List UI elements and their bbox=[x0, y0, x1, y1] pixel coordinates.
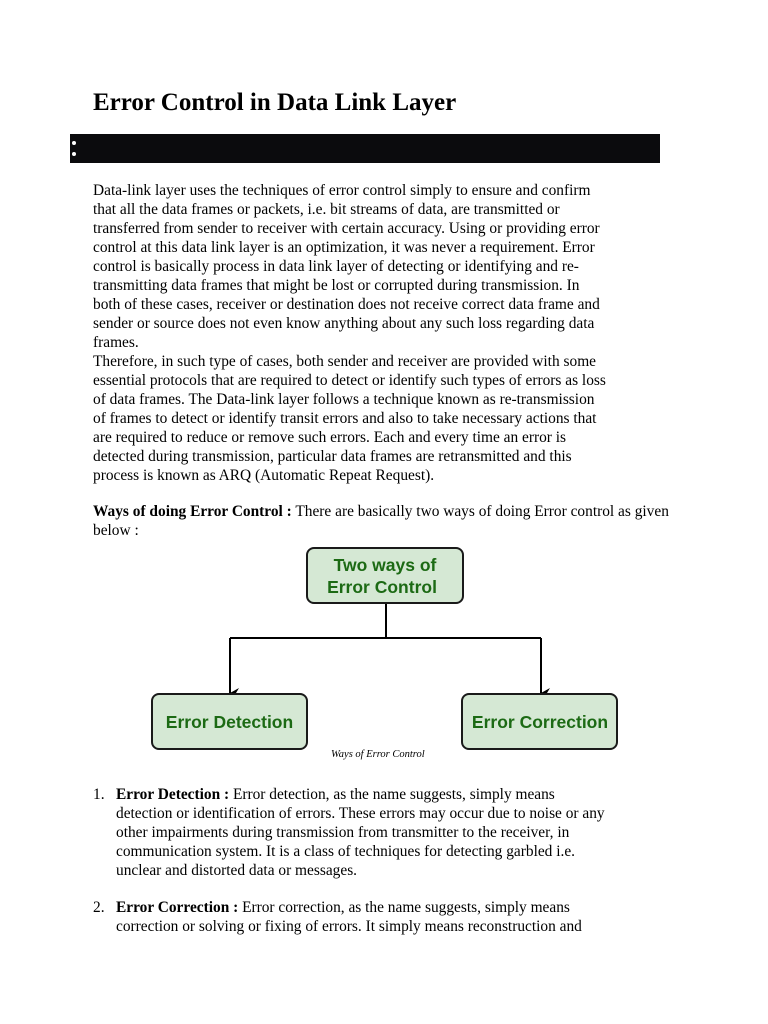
intro-paragraph: Data-link layer uses the techniques of error control simply to ensure and confirm that all the data frames or packets, i.e. bit streams of data, are transmitted or transferred from sender to receiver with certain accuracy. Using or providing error control at this data link layer is an optimization, it was never a requirement. Error control is basically process in data link layer of detecting or identifying and re- transmitting data frames that might be lost or corrupted during transmission. In both of these cases, receiver or destination does not receive correct data frame and sender or source does not even know anything about any such loss regarding data frames. Therefore, in such type of cases, both sender and receiver are provided with some essential protocols that are required to detect or identify such types of errors as loss of data frames. The Data-link layer follows a technique known as re-transmission of frames to detect or identify transit errors and also to take necessary actions that are required to reduce or remove such errors. Each and every time an error is detected during transmission, particular data frames are retransmitted and this process is known as ARQ (Automatic Repeat Request). bbox=[93, 182, 606, 484]
error-correction-label: Error Correction bbox=[471, 712, 609, 732]
list-term: Error Detection : bbox=[116, 786, 230, 803]
root-node bbox=[307, 548, 463, 603]
error-detection-label: Error Detection bbox=[165, 712, 294, 732]
list-content bbox=[116, 785, 683, 880]
list-text: Error correction, as the name suggests, simply means correction or solving or fixing of errors. It simply means reconstruction and bbox=[116, 899, 582, 935]
list-content bbox=[116, 898, 683, 936]
page-title: Error Control in Data Link Layer bbox=[93, 89, 457, 116]
figure-caption: Ways of Error Control bbox=[331, 749, 425, 760]
list-text: Error detection, as the name suggests, simply means detection or identification of errors. These errors may occur due to noise or any other impairments during transmission from transmitter to the receiver, in communication system. It is a class of techniques for detecting garbled i.e. unclear and distorted data or messages. bbox=[116, 786, 605, 879]
ways-text: There are basically two ways of doing Error control as given below : bbox=[93, 503, 669, 539]
root-node-label-1: Two ways of bbox=[333, 555, 437, 575]
list-number: 1. bbox=[93, 786, 105, 803]
list-number: 2. bbox=[93, 899, 105, 916]
error-correction-node bbox=[462, 694, 617, 749]
list-term: Error Correction : bbox=[116, 899, 239, 916]
error-detection-node bbox=[152, 694, 307, 749]
ways-heading: Ways of doing Error Control : bbox=[93, 503, 292, 520]
root-node-label-2: Error Control bbox=[327, 577, 437, 597]
